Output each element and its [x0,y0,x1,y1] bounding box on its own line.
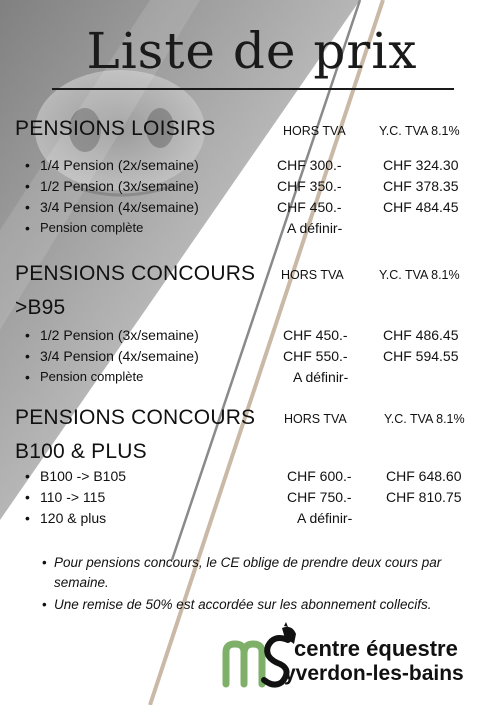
bullet-icon: • [25,199,30,215]
row-price-hors: A définir- [297,510,353,526]
price-row [0,348,504,368]
row-label: Pension complète [40,369,144,384]
row-price-ttc: CHF 810.75 [386,489,462,505]
bullet-icon: • [42,555,47,570]
col-header-hors-tva: HORS TVA [281,268,344,282]
col-header-ttc: Y.C. TVA 8.1% [379,124,460,138]
club-logo [222,618,502,690]
page-title: Liste de prix [86,22,418,80]
footnotes [40,553,480,615]
bullet-icon: • [25,510,30,526]
row-price-hors: CHF 750.- [287,489,352,505]
section-subheading-b95: >B95 [15,296,66,319]
row-price-ttc: CHF 324.30 [383,157,459,173]
price-row [0,157,504,177]
logo-line-1: centre équestre [294,636,458,661]
logo-line-2: yverdon-les-bains [284,662,464,685]
col-header-ttc: Y.C. TVA 8.1% [384,412,465,426]
row-label: 1/2 Pension (3x/semaine) [40,178,199,194]
row-price-hors: A définir- [287,220,343,236]
row-price-hors: CHF 450.- [277,199,342,215]
bullet-icon: • [25,369,30,385]
row-price-ttc: CHF 648.60 [386,468,462,484]
price-row [0,510,504,530]
section-heading-concours-b100: PENSIONS CONCOURS [15,406,256,429]
section-subheading-b100: B100 & PLUS [15,440,147,463]
footnote-item [40,595,480,615]
row-price-ttc: CHF 378.35 [383,178,459,194]
footnote-item [40,553,480,593]
bullet-icon: • [25,468,30,484]
col-header-hors-tva: HORS TVA [284,412,347,426]
row-price-ttc: CHF 594.55 [383,348,459,364]
footnote-text: Pour pensions concours, le CE oblige de prendre deux cours par semaine. [54,555,442,590]
price-row [0,178,504,198]
bullet-icon: • [25,178,30,194]
row-price-hors: CHF 550.- [283,348,348,364]
bullet-icon: • [25,157,30,173]
title-underline [52,88,454,90]
price-row [0,327,504,347]
bullet-icon: • [42,597,47,612]
row-price-hors: A définir- [293,369,349,385]
section-heading-loisirs: PENSIONS LOISIRS [15,117,216,140]
row-price-hors: CHF 300.- [277,157,342,173]
row-price-hors: CHF 350.- [277,178,342,194]
row-label: 3/4 Pension (4x/semaine) [40,348,199,364]
row-label: 3/4 Pension (4x/semaine) [40,199,199,215]
row-label: Pension complète [40,220,144,235]
section-heading-concours-b95: PENSIONS CONCOURS [15,262,256,285]
price-row [0,468,504,488]
row-price-ttc: CHF 484.45 [383,199,459,215]
bullet-icon: • [25,220,30,236]
col-header-ttc: Y.C. TVA 8.1% [379,268,460,282]
bullet-icon: • [25,327,30,343]
price-row [0,220,504,240]
price-row [0,199,504,219]
col-header-hors-tva: HORS TVA [283,124,346,138]
price-row [0,369,504,389]
row-price-hors: CHF 450.- [283,327,348,343]
row-label: B100 -> B105 [40,468,127,484]
footnote-text: Une remise de 50% est accordée sur les abonnement collecifs. [54,597,432,612]
row-label: 120 & plus [40,510,107,526]
row-label: 1/2 Pension (3x/semaine) [40,327,199,343]
row-label: 1/4 Pension (2x/semaine) [40,157,199,173]
bullet-icon: • [25,348,30,364]
price-row [0,489,504,509]
row-label: 110 -> 115 [40,489,106,505]
row-price-hors: CHF 600.- [287,468,352,484]
bullet-icon: • [25,489,30,505]
row-price-ttc: CHF 486.45 [383,327,459,343]
